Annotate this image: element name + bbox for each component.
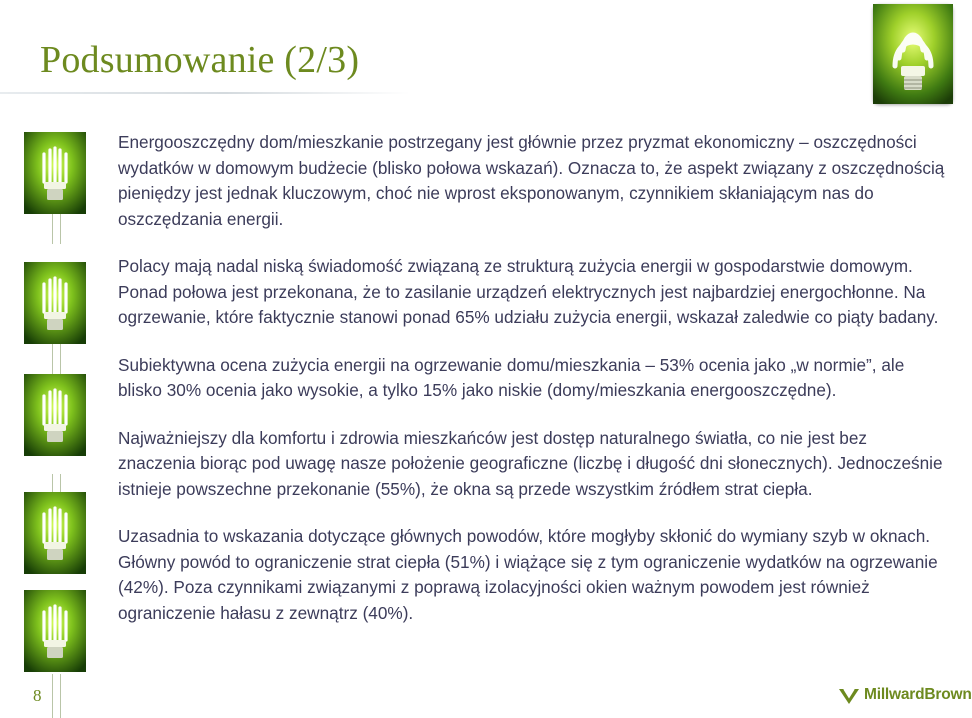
paragraph-natural-light: Najważniejszy dla komfortu i zdrowia mieszkańców jest dostęp naturalnego światła, co nie jest bez znaczenia biorąc pod uwagę nasze położenie geograficzne (liczbę i długość dni słonecznych). Jednocześnie istnieje powszechne przekonanie (55%), że okna są przede wszystkim źródłem strat ciepła. [118, 427, 943, 499]
millwardbrown-logo [838, 683, 972, 707]
decoration-stem [60, 674, 61, 718]
millwardbrown-logo-mark-icon [838, 685, 860, 705]
paragraph-heating-assessment: Subiektywna ocena zużycia energii na ogrzewanie domu/mieszkania – 53% ocenia jako „w normie”, ale blisko 30% ocenia jako wysokie, a tylko 15% jako niskie (domy/mieszkania energooszczędne). [118, 354, 905, 400]
decoration-stem [60, 344, 61, 374]
decoration-stem [52, 344, 53, 374]
page-number: 8 [33, 686, 42, 705]
bulb-tile [24, 374, 86, 456]
paragraph-perception: Energooszczędny dom/mieszkanie postrzegany jest głównie przez pryzmat ekonomiczny – oszczędności wydatków w domowym budżecie (blisko połowa wskazań). Oznacza to, że aspekt związany z oszczędnością pieniędzy jest jednak kluczowym, choć nie wprost eksponowanym, czynnikiem skłaniającym nas do oszczędzania energii. [118, 132, 945, 229]
left-decoration-column [24, 132, 86, 718]
bulb-tile [24, 262, 86, 344]
bulb-tile [24, 590, 86, 672]
paragraph-window-replacement: Uzasadnia to wskazania dotyczące głównych powodów, które mogłyby skłonić do wymiany szyb w oknach. Główny powód to ograniczenie strat ciepła (51%) i wiążące się z tym ograniczenie wydatków na ogrzewanie (42%). Poza czynnikami związanymi z poprawą izolacyjności okien ważnym powodem jest również ograniczenie hałasu z zewnątrz (40%). [118, 526, 938, 623]
decoration-stem [52, 674, 53, 718]
energy-saving-bulb-icon [24, 132, 86, 214]
logo-wordmark: MillwardBrown [864, 686, 972, 703]
title-underline [0, 92, 410, 94]
energy-saving-bulb-icon [24, 590, 86, 672]
decoration-stem [52, 214, 53, 244]
paragraph-awareness: Polacy mają nadal niską świadomość związaną ze strukturą zużycia energii w gospodarstwie domowym. Ponad połowa jest przekonana, że to zasilanie urządzeń elektrycznych jest najbardziej energochłonne. Na ogrzewanie, które faktycznie stanowi ponad 65% udziału zużycia energii, wskazał zaledwie co piąty badany. [118, 256, 939, 327]
bulb-tile [24, 492, 86, 574]
energy-saving-bulb-icon [24, 262, 86, 344]
bulb-tile [24, 132, 86, 214]
slide-title: Podsumowanie (2/3) [40, 39, 360, 81]
slide-body [118, 130, 948, 648]
energy-saving-bulb-icon [24, 374, 86, 456]
energy-saving-bulb-icon [873, 4, 953, 104]
decoration-stem [60, 214, 61, 244]
energy-saving-bulb-icon [24, 492, 86, 574]
corner-bulb-image [873, 4, 953, 104]
